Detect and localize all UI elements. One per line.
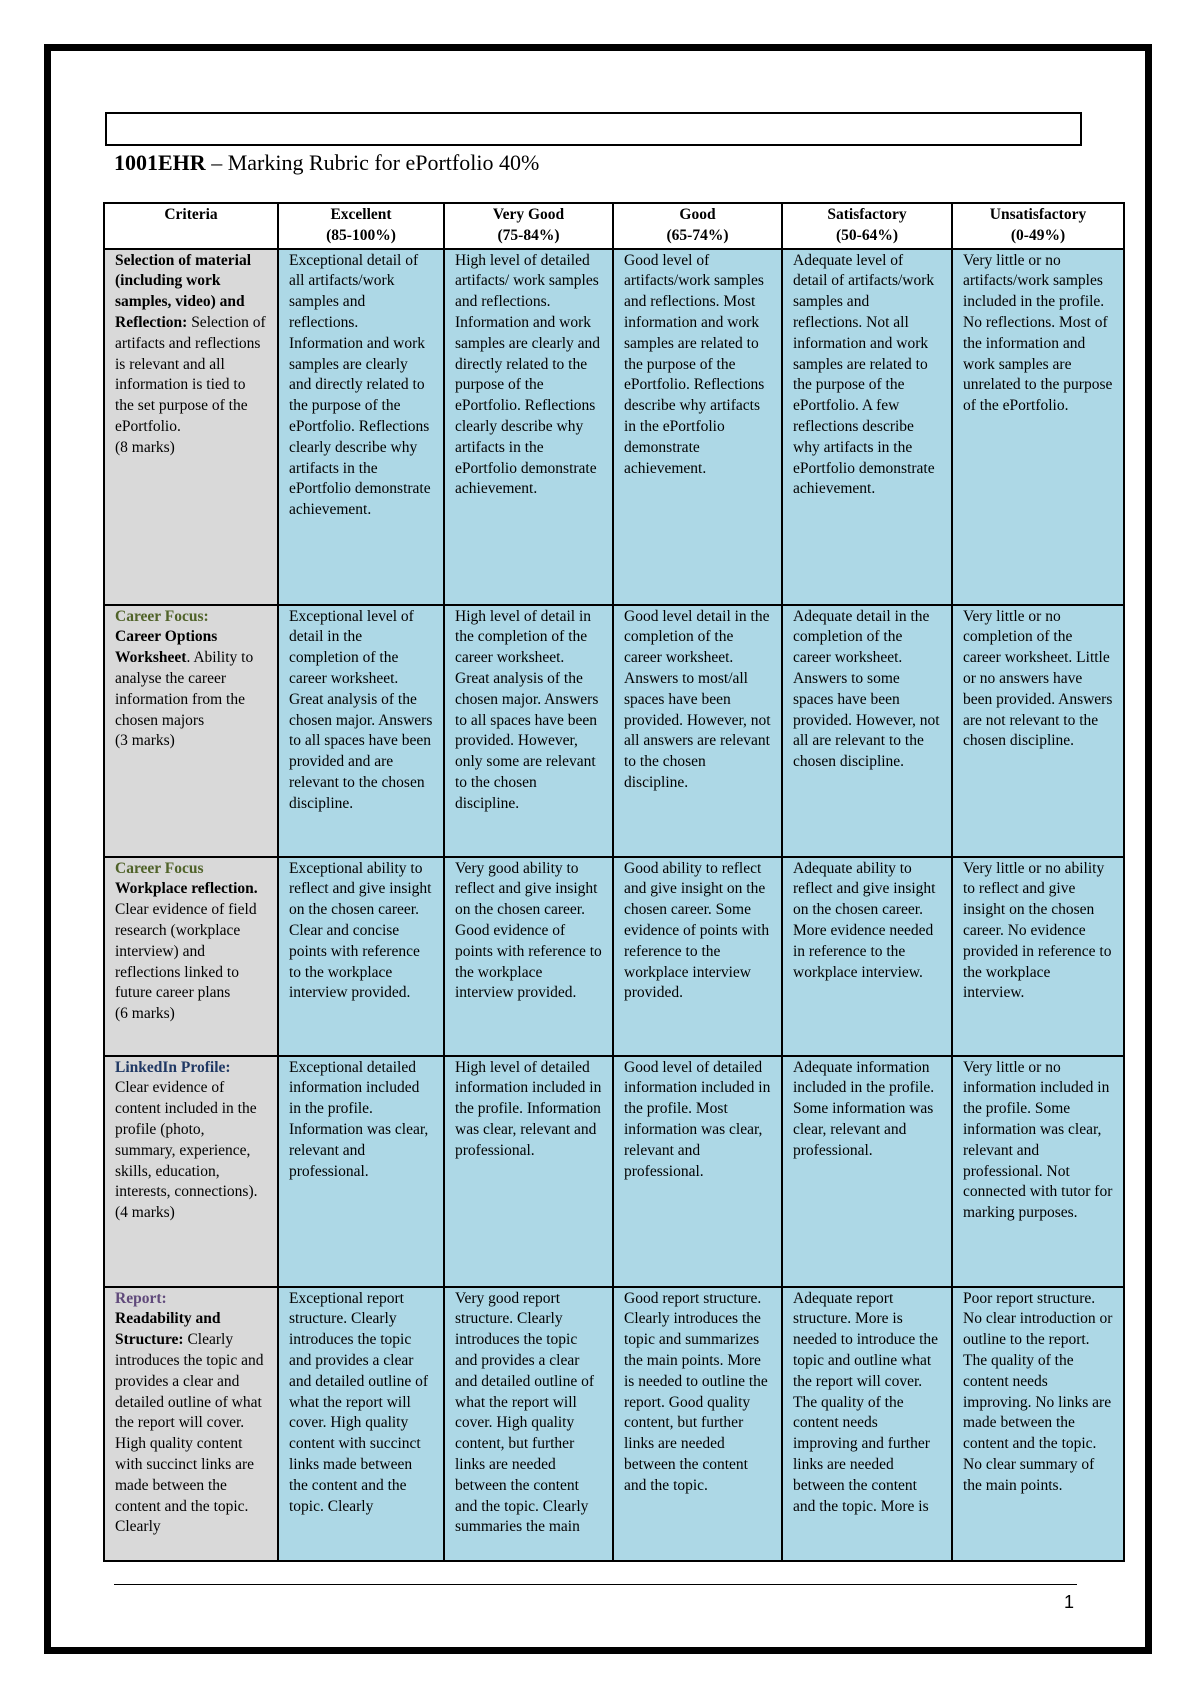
- level-cell-satisfactory: Adequate report structure. More is needed to introduce the topic and outline what the report will cover. The quality of the content needs improving and further links are needed between the content and the topic. More is: [782, 1287, 952, 1561]
- level-cell-good: Good ability to reflect and give insight on the chosen career. Some evidence of points with reference to the workplace interview provided.: [613, 857, 782, 1056]
- level-cell-good: Good level of detailed information included in the profile. Most information was clear, relevant and professional.: [613, 1056, 782, 1287]
- header-very-good: Very Good (75-84%): [444, 203, 613, 249]
- rubric-row-career-options: [104, 605, 1124, 857]
- header-row: [104, 203, 1124, 249]
- criteria-cell: Selection of material (including work samples, video) and Reflection: Selection of artifacts and reflections is relevant and all information is tied to the set purpose of the ePortfolio. (8 marks): [104, 249, 278, 605]
- level-cell-satisfactory: Adequate detail in the completion of the career worksheet. Answers to some spaces have been provided. However, not all are relevant to the chosen discipline.: [782, 605, 952, 857]
- criteria-cell: Career Focus: Career Options Worksheet. Ability to analyse the career information from the chosen majors (3 marks): [104, 605, 278, 857]
- level-cell-excellent: Exceptional report structure. Clearly introduces the topic and provides a clear and detailed outline of what the report will cover. High quality content with succinct links made between the content and the topic. Clearly: [278, 1287, 444, 1561]
- rubric-row-selection-reflection: [104, 249, 1124, 605]
- criteria-cell: Career Focus Workplace reflection. Clear evidence of field research (workplace interview) and reflections linked to future career plans (6 marks): [104, 857, 278, 1056]
- level-cell-good: Good level of artifacts/work samples and reflections. Most information and work samples are related to the purpose of the ePortfolio. Reflections describe why artifacts in the ePortfolio demonstrate achievement.: [613, 249, 782, 605]
- level-cell-excellent: Exceptional detail of all artifacts/work samples and reflections. Information and work samples are clearly and directly related to the purpose of the ePortfolio. Reflections clearly describe why artifacts in the ePortfolio demonstrate achievement.: [278, 249, 444, 605]
- level-cell-very-good: Very good ability to reflect and give insight on the chosen career. Good evidence of points with reference to the workplace interview provided.: [444, 857, 613, 1056]
- level-cell-satisfactory: Adequate information included in the profile. Some information was clear, relevant and professional.: [782, 1056, 952, 1287]
- criteria-cell: LinkedIn Profile: Clear evidence of content included in the profile (photo, summary, experience, skills, education, interests, connections). (4 marks): [104, 1056, 278, 1287]
- course-code: 1001EHR: [114, 150, 206, 175]
- level-cell-excellent: Exceptional level of detail in the completion of the career worksheet. Great analysis of the chosen major. Answers to all spaces have been provided and are relevant to the chosen discipline.: [278, 605, 444, 857]
- header-unsatisfactory: Unsatisfactory (0-49%): [952, 203, 1124, 249]
- page-number: 1: [1064, 1592, 1075, 1612]
- level-cell-unsatisfactory: Very little or no completion of the career worksheet. Little or no answers have been provided. Answers are not relevant to the chosen discipline.: [952, 605, 1124, 857]
- rubric-row-report: [104, 1287, 1124, 1561]
- level-cell-very-good: High level of detailed artifacts/ work samples and reflections. Information and work samples are clearly and directly related to the purpose of the ePortfolio. Reflections clearly describe why artifacts in the ePortfolio demonstrate achievement.: [444, 249, 613, 605]
- level-cell-excellent: Exceptional ability to reflect and give insight on the chosen career. Clear and concise points with reference to the workplace interview provided.: [278, 857, 444, 1056]
- header-satisfactory: Satisfactory (50-64%): [782, 203, 952, 249]
- level-cell-good: Good level detail in the completion of the career worksheet. Answers to most/all spaces have been provided. However, not all answers are relevant to the chosen discipline.: [613, 605, 782, 857]
- header-criteria: Criteria: [104, 203, 278, 249]
- level-cell-satisfactory: Adequate level of detail of artifacts/work samples and reflections. Not all information and work samples are related to the purpose of the ePortfolio. A few reflections describe why artifacts in the ePortfolio demonstrate achievement.: [782, 249, 952, 605]
- level-cell-good: Good report structure. Clearly introduces the topic and summarizes the main points. More is needed to outline the report. Good quality content, but further links are needed between the content and the topic.: [613, 1287, 782, 1561]
- level-cell-unsatisfactory: Very little or no information included in the profile. Some information was clear, relevant and professional. Not connected with tutor for marking purposes.: [952, 1056, 1124, 1287]
- title-text: – Marking Rubric for ePortfolio 40%: [205, 150, 540, 175]
- header-box: [105, 112, 1082, 146]
- document-title: [114, 149, 539, 177]
- level-cell-unsatisfactory: Very little or no artifacts/work samples included in the profile. No reflections. Most of the information and work samples are unrelated to the purpose of the ePortfolio.: [952, 249, 1124, 605]
- level-cell-satisfactory: Adequate ability to reflect and give insight on the chosen career. More evidence needed in reference to the workplace interview.: [782, 857, 952, 1056]
- level-cell-unsatisfactory: Poor report structure. No clear introduction or outline to the report. The quality of the content needs improving. No links are made between the content and the topic. No clear summary of the main points.: [952, 1287, 1124, 1561]
- level-cell-unsatisfactory: Very little or no ability to reflect and give insight on the chosen career. No evidence provided in reference to the workplace interview.: [952, 857, 1124, 1056]
- level-cell-excellent: Exceptional detailed information included in the profile. Information was clear, relevant and professional.: [278, 1056, 444, 1287]
- level-cell-very-good: Very good report structure. Clearly introduces the topic and provides a clear and detailed outline of what the report will cover. High quality content, but further links are needed between the content and the topic. Clearly summaries the main: [444, 1287, 613, 1561]
- footer-divider: [114, 1584, 1077, 1585]
- header-excellent: Excellent (85-100%): [278, 203, 444, 249]
- header-good: Good (65-74%): [613, 203, 782, 249]
- level-cell-very-good: High level of detailed information included in the profile. Information was clear, relevant and professional.: [444, 1056, 613, 1287]
- marking-rubric-table: [103, 202, 1125, 1562]
- criteria-cell: Report: Readability and Structure: Clearly introduces the topic and provides a clear and detailed outline of what the report will cover. High quality content with succinct links are made between the content and the topic. Clearly: [104, 1287, 278, 1561]
- level-cell-very-good: High level of detail in the completion of the career worksheet. Great analysis of the chosen major. Answers to all spaces have been provided. However, only some are relevant to the chosen discipline.: [444, 605, 613, 857]
- rubric-row-workplace-reflection: [104, 857, 1124, 1056]
- rubric-row-linkedin-profile: [104, 1056, 1124, 1287]
